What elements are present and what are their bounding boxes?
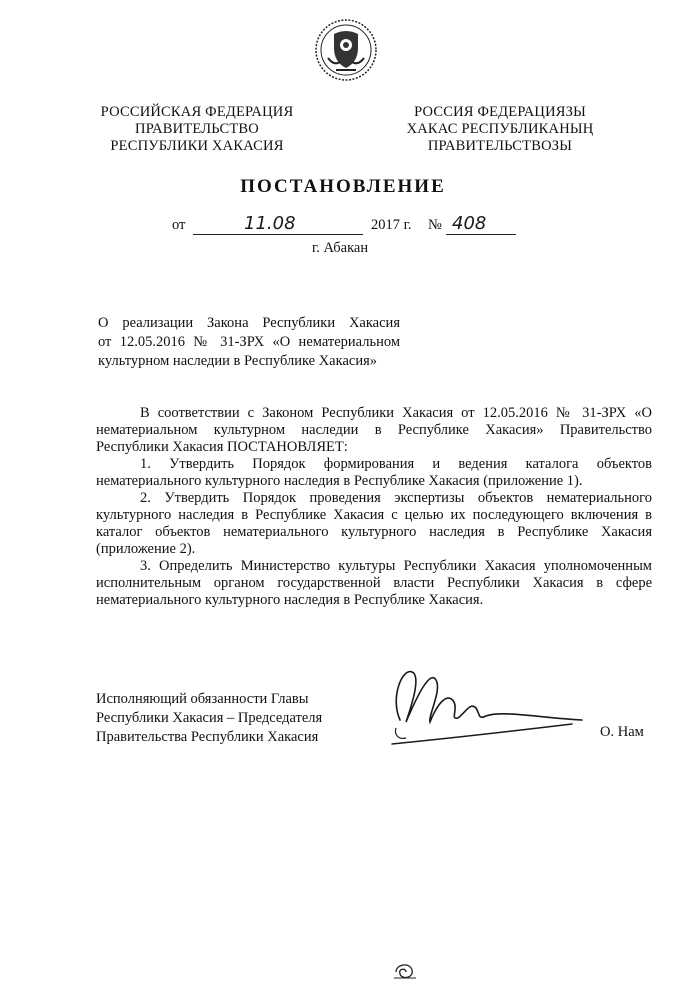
- signatory-title: [96, 690, 322, 747]
- header-right-line: ПРАВИТЕЛЬСТВОЗЫ: [427, 138, 573, 154]
- header-khakas: [398, 104, 602, 155]
- date-prefix: от: [172, 217, 186, 233]
- header-left-line: РЕСПУБЛИКИ ХАКАСИЯ: [110, 138, 284, 154]
- subject-line: от 12.05.2016 № 31-ЗРХ «О нематериальном: [98, 334, 400, 350]
- body-item-2: 2. Утвердить Порядок проведения экспертизы объектов нематериального культурного наследия в Республике Хакасия с целью их последующего включения в каталог объектов нематериального культурного наследия в Республике Хакасия (приложение 2).: [96, 490, 652, 557]
- body-item-3: 3. Определить Министерство культуры Республики Хакасия уполномоченным исполнительным органом государственной власти Республики Хакасия в сфере нематериального культурного наследия в Республике Хакасия.: [96, 558, 652, 608]
- header-left-line: ПРАВИТЕЛЬСТВО: [135, 121, 259, 137]
- date-year: 2017 г.: [371, 217, 412, 233]
- number-underline: [446, 234, 516, 235]
- handwritten-number: 408: [452, 213, 487, 234]
- number-sign: №: [428, 217, 442, 233]
- handwritten-signature: [372, 658, 602, 758]
- header-right-line: РОССИЯ ФЕДЕРАЦИЯЗЫ: [414, 104, 586, 120]
- subject-block: [98, 314, 400, 371]
- document-title: ПОСТАНОВЛЕНИЕ: [240, 176, 446, 197]
- page-mark-stamp: [392, 960, 418, 982]
- subject-line: О реализации Закона Республики Хакасия: [98, 315, 400, 331]
- coat-of-arms-emblem: [314, 18, 378, 82]
- handwritten-date: 11.08: [244, 213, 296, 234]
- date-underline: [193, 234, 363, 235]
- signatory-title-line: Исполняющий обязанности Главы: [96, 691, 309, 707]
- signatory-name: О. Нам: [600, 724, 644, 740]
- city: г. Абакан: [312, 240, 369, 256]
- body-item-1: 1. Утвердить Порядок формирования и ведения каталога объектов нематериального культурного наследия в Республике Хакасия (приложение 1).: [96, 456, 652, 489]
- header-russian: [92, 104, 302, 155]
- signatory-title-line: Республики Хакасия – Председателя: [96, 710, 323, 726]
- body-text: [96, 405, 652, 609]
- header-right-line: ХАКАС РЕСПУБЛИКАНЫҢ: [406, 121, 594, 137]
- subject-line: культурном наследии в Республике Хакасия»: [98, 353, 377, 369]
- signatory-title-line: Правительства Республики Хакасия: [96, 729, 319, 745]
- body-intro: В соответствии с Законом Республики Хакасия от 12.05.2016 № 31-ЗРХ «О нематериальном культурном наследии в Республике Хакасия» Правительство Республики Хакасия ПОСТАНОВЛЯЕТ:: [96, 405, 652, 455]
- header-left-line: РОССИЙСКАЯ ФЕДЕРАЦИЯ: [100, 104, 294, 120]
